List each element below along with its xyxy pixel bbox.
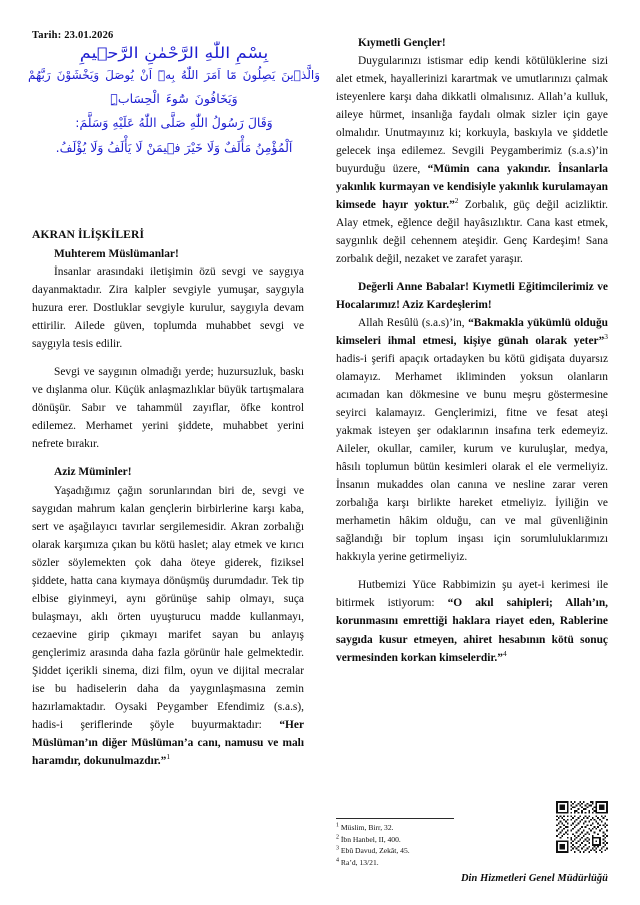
salutation-degerli-anne-babalar: Değerli Anne Babalar! Kıymetli Eğitimcilerimiz ve Hocalarımız! Aziz Kardeşlerim! <box>336 281 608 312</box>
footnote-text: Ra’d, 13/21. <box>340 857 379 867</box>
quran-verse-line-1: وَالَّذ۪ينَ يَصِلُونَ مَٓا اَمَرَ اللّٰهُ بِه۪ٓ اَنْ يُوصَلَ وَيَخْشَوْنَ رَبَّهُمْ <box>28 68 320 82</box>
hadith-2-quote: “Mümin cana yakındır. İnsanlarla yakınlık kurmayan ve kendisiyle yakınlık kurulamayan kimsede hayır yoktur.” <box>336 163 608 212</box>
paragraph-3-text: Yaşadığımız çağın sorunlarından biri de, sevgi ve saygıdan mahrum kalan gençlerin birbirlerine karşı kaba, sert ve aşağılayıcı tavırlar sergilemesidir. Akran zorbalığı olarak karşımıza çıkan bu kötü haslet; alay etmek ve kırıcı sözler söylemekten çok daha öteye giderek, fiziksel şiddete, hatta cana kıymaya dönüşmüş durumdadır. Tek tip elbise giyinmeyi, aynı görünüşe sahip olmayı, suça bulaşmayı, aklı örten uyuşturucu madde kullanmayı, cezaevine girip çıkmayı marifet sayan bu anlayış gençlerimiz arasında daha fazla görünür hale gelmektedir. Şiddet içerikli sinema, dizi film, oyun ve dijital mecralar ise bu hadiselerin daha da yaygınlaşmasına zemin hazırlamaktadır. Oysaki Peygamber Efendimiz (s.a.s), hadis-i şeriflerinde şöyle buyurmaktadır: <box>32 484 304 731</box>
paragraph-6 <box>336 576 608 666</box>
arabic-header-block <box>28 46 320 160</box>
document-date: Tarih: 23.01.2026 <box>32 30 114 41</box>
closing-ayah-quote: “O akıl sahipleri; Allah’ın, korunmasını emrettiği haklara riayet eden, Rablerine saygıda kusur etmeyen, ahiret hesabının kötü sonuç vermesinden korkan kimselerdir.” <box>336 597 608 664</box>
paragraph-4-text-b: Zorbalık, güç değil acizliktir. Alay etmek, eğlence değil hayâsızlıktır. Cana kast etmek, saygınlık değil cehennem ateşidir. Genç Kardeşim! Sana zorbalık değil, nezaket ve zarafet yaraşır. <box>336 199 608 266</box>
hadith-arabic-line: اَلْمُؤْمِنُ مَأْلَفٌ وَلَا خَيْرَ ف۪يمَنْ لَا يَأْلَفُ وَلَا يُؤْلَفُ. <box>55 139 293 155</box>
footnote-separator-rule <box>336 818 454 819</box>
right-text-column <box>336 34 608 667</box>
hadith-2-footnote-marker: 2 <box>454 196 459 206</box>
hadith-1-quote: “Her Müslüman’ın diğer Müslüman’a canı, namusu ve malı haramdır, dokunulmazdır.” <box>32 718 304 767</box>
hadith-1-footnote-marker: 1 <box>166 751 171 761</box>
salutation-muhterem-muslumanlar: Muhterem Müslümanlar! <box>54 248 179 261</box>
paragraph-5 <box>336 314 608 566</box>
paragraph-6-text: Hutbemizi Yüce Rabbimizin şu ayet-i kerimesi ile bitirmek istiyorum: <box>336 579 608 610</box>
sermon-title: AKRAN İLİŞKİLERİ <box>32 228 145 241</box>
footnote-number: 4 <box>336 857 339 864</box>
issuer-signature: Din Hizmetleri Genel Müdürlüğü <box>460 873 608 884</box>
paragraph-3 <box>32 482 304 770</box>
qr-code-icon[interactable] <box>556 801 608 853</box>
paragraph-5-text-b: hadis-i şerifi apaçık ortadayken bu kötü gidişata duyarsız olamayız. Merhamet ikliminden yoksun olanların acımadan kan dökmesine ve bunu meşru göstermesine seyirci kalamayız. Gençlerimizi, fitne ve fesat ateşi yakmak isteyen şer odaklarının insafına terk edemeyiz. Aileler, okullar, camiler, kurum ve kuruluşlar, medya, hâsılı toplumun bütün kesimleri olarak el ele vermeliyiz. İnsanın mukaddes olan canına ve nesline zarar veren zorbalığa karşı birlikte hareket etmeliyiz. İyiliğin ve merhametin hâkim olduğu, can ve mal güvenliğinin sağlandığı bir toplum inşası için sorumluluklarımızı hakkıyla yerine getirmeliyiz. <box>336 353 608 564</box>
paragraph-5-text-a: Allah Resûlü (s.a.s)’in, <box>358 317 469 330</box>
footnote-text: Müslim, Birr, 32. <box>340 823 394 832</box>
footnote-text: İbn Hanbel, II, 400. <box>340 834 401 844</box>
left-text-column <box>32 226 304 770</box>
hadith-intro-line: وَقَالَ رَسُولُ اللّٰهِ صَلَّى اللّٰهُ عَلَيْهِ وَسَلَّمَ: <box>75 115 273 131</box>
besmele-calligraphy: بِسْمِ اللّٰهِ الرَّحْمٰنِ الرَّح۪يمِ <box>79 44 269 62</box>
footnote-item <box>336 857 608 869</box>
hadith-3-quote: “Bakmakla yükümlü olduğu kimseleri ihmal etmesi, kişiye günah olarak yeter” <box>336 317 608 348</box>
paragraph-4 <box>336 52 608 268</box>
paragraph-2: Sevgi ve saygının olmadığı yerde; huzursuzluk, baskı ve dışlanma olur. Küçük anlaşmazlıklar büyük tartışmalara dönüşür. Sabır ve tahammül zayıflar, öfke kontrol edilemez. Merhamet yerini şiddete, muhabbet yerini nefrete bırakır. <box>32 366 304 451</box>
footnote-text: Ebû Davud, Zekât, 45. <box>340 846 410 856</box>
paragraph-1: İnsanlar arasındaki iletişimin özü sevgi ve saygıya dayanmaktadır. Zira kalpler sevgiyle yumuşar, saygıyla huzura erer. Dostluklar sevgiyle kurulur, saygıyla devam ettirilir. Ailede güven, toplumda muhabbet sevgi ve saygıyla tesis edilir. <box>32 266 304 351</box>
salutation-kiymetli-gencler: Kıymetli Gençler! <box>358 37 446 49</box>
footnote-number: 2 <box>336 834 339 840</box>
footnote-number: 3 <box>336 845 339 852</box>
qr-code-svg <box>556 801 608 853</box>
closing-ayah-footnote-marker: 4 <box>502 648 507 658</box>
quran-verse-line-2: وَيَخَافُونَ سُٓوءَ الْحِسَابِۜ <box>110 91 238 107</box>
paragraph-4-text-a: Duygularınızı istismar edip kendi kötülüklerine sizi alet etmek, hayallerinizi karartmak ve umutlarınızı çalmak isteyenlere karşı daha dikkatli olmalısınız. Allah’a kulluk, aileye hürmet, insanlığa faydalı olmak sizler için gaye olmalıdır. Unutmayınız ki; korkuyla, baskıyla ve şiddetle gelecek inşa edilemez. Sevgili Peygamberimiz (s.a.s)’in buyurduğu üzere, <box>336 55 608 176</box>
footnote-number: 1 <box>336 822 339 829</box>
salutation-aziz-muminler: Aziz Müminler! <box>54 466 132 479</box>
hadith-3-footnote-marker: 3 <box>604 332 608 342</box>
